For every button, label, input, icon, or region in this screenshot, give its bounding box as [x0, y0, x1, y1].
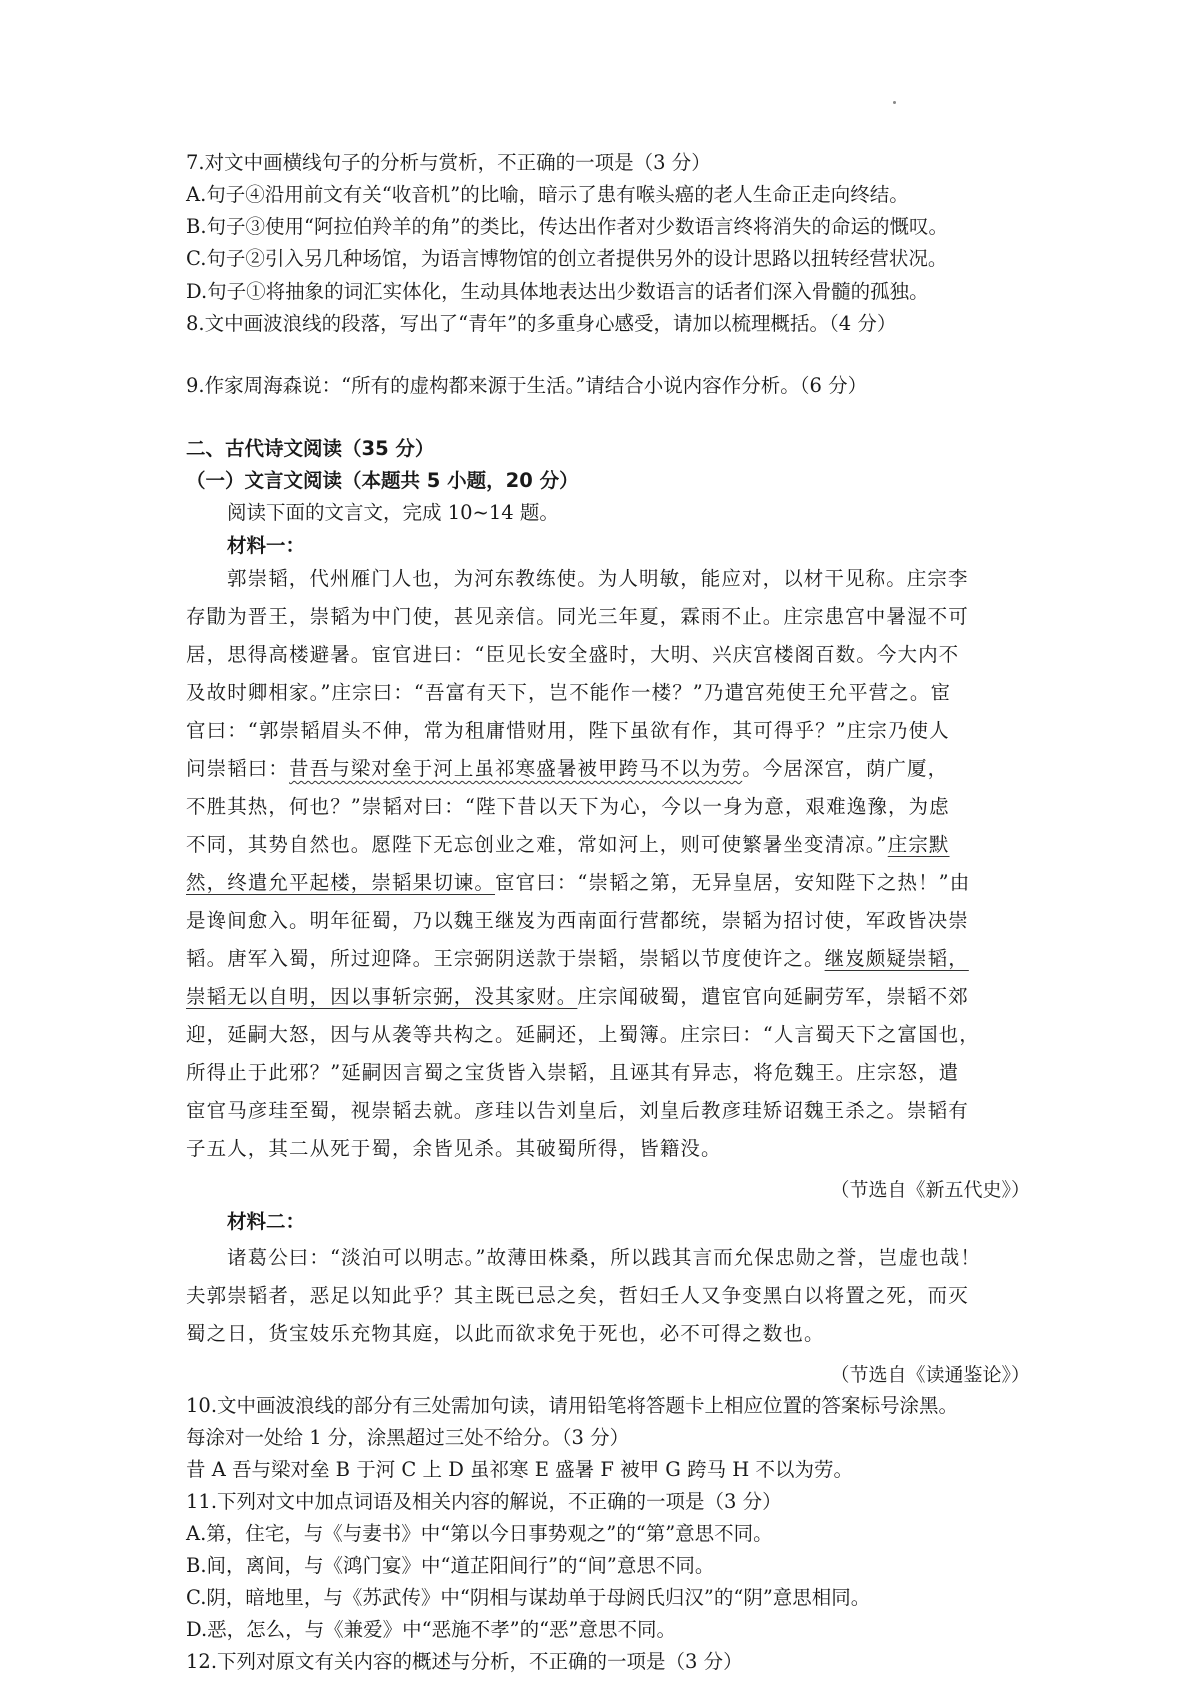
material1-text: 韬。唐军入蜀，所过迎降。王宗弼阴送款于崇韬，崇韬以节度使许之。 [186, 947, 825, 970]
reading-instruction: 阅读下面的文言文，完成 10~14 题。 [227, 501, 559, 524]
underlined-sentence: 崇韬无以自明，因以事斩宗弼，没其家财。 [186, 985, 578, 1008]
material1-line: 存勖为晋王，崇韬为中门使，甚见亲信。同光三年夏，霖雨不止。庄宗患宫中暑湿不可 [186, 605, 969, 628]
underlined-sentence: 然，终遣允平起楼，崇韬果切谏。 [186, 871, 496, 894]
q11-option-a: A.第，住宅，与《与妻书》中“第以今日事势观之”的“第”意思不同。 [186, 1522, 773, 1545]
q7-option-a: A.句子④沿用前文有关“收音机”的比喻，暗示了患有喉头癌的老人生命正走向终结。 [186, 183, 909, 206]
material1-line: 所得止于此邪？”延嗣因言蜀之宝货皆入崇韬，且诬其有异志，将危魏王。庄宗怒，遣 [186, 1061, 960, 1084]
q11-option-b: B.间，离间，与《鸿门宴》中“道芷阳间行”的“间”意思不同。 [186, 1554, 715, 1577]
q9-stem: 9.作家周海森说：“所有的虚构都来源于生活。”请结合小说内容作分析。（6 分） [186, 374, 868, 397]
material1-line: 官曰：“郭崇韬眉头不伸，常为租庸惜财用，陛下虽欲有作，其可得乎？”庄宗乃使人 [186, 719, 950, 742]
section-title: 二、古代诗文阅读（35 分） [186, 437, 435, 460]
material1-line [186, 946, 969, 972]
material2-source: （节选自《读通鉴论》） [830, 1364, 1030, 1386]
underlined-sentence: 继岌颇疑崇韬， [824, 947, 969, 970]
material2-label: 材料二： [227, 1210, 306, 1233]
q10-stem-cont: 每涂对一处给 1 分，涂黑超过三处不给分。（3 分） [186, 1426, 630, 1449]
material1-text: 不同，其势自然也。愿陛下无忘创业之难，常如河上，则可使繁暑坐变清凉。” [186, 833, 888, 856]
q7-option-c: C.句子②引入另几种场馆，为语言博物馆的创立者提供另外的设计思路以扭转经营状况。 [186, 247, 948, 270]
material1-label: 材料一： [227, 534, 306, 557]
material1-text: 。今居深宫，荫广厦， [742, 757, 949, 780]
underlined-sentence: 庄宗默 [887, 833, 950, 856]
q12-stem: 12.下列对原文有关内容的概述与分析，不正确的一项是（3 分） [186, 1650, 743, 1673]
material2-line: 诸葛公曰：“淡泊可以明志。”故薄田株桑，所以践其言而允保忠勋之誉，岂虚也哉！ [227, 1246, 981, 1269]
q7-option-b: B.句子③使用“阿拉伯羚羊的角”的类比，传达出作者对少数语言终将消失的命运的慨叹。 [186, 215, 948, 238]
material1-line: 迎，延嗣大怒，因与从袭等共构之。延嗣还，上蜀簿。庄宗曰：“人言蜀天下之富国也， [186, 1023, 980, 1046]
material1-text: 庄宗闻破蜀，遣宦官向延嗣劳军，崇韬不郊 [577, 985, 969, 1008]
q7-stem: 7.对文中画横线句子的分析与赏析，不正确的一项是（3 分） [186, 151, 711, 174]
material1-line [186, 832, 950, 858]
material1-line: 子五人，其二从死于蜀，余皆见杀。其破蜀所得，皆籍没。 [186, 1137, 722, 1160]
material1-line [186, 984, 969, 1010]
material1-line: 是谗间愈入。明年征蜀，乃以魏王继岌为西南面行营都统，崇韬为招讨使，军政皆决崇 [186, 909, 969, 932]
material1-line [186, 870, 970, 896]
material1-source: （节选自《新五代史》） [830, 1179, 1030, 1201]
material2-line: 夫郭崇韬者，恶足以知此乎？其主既已忌之矣，哲妇壬人又争变黑白以将置之死，而灭 [186, 1284, 969, 1307]
material1-line: 宦官马彦珪至蜀，视崇韬去就。彦珪以告刘皇后，刘皇后教彦珪矫诏魏王杀之。崇韬有 [186, 1099, 969, 1122]
q10-stem: 10.文中画波浪线的部分有三处需加句读，请用铅笔将答题卡上相应位置的答案标号涂黑。 [186, 1394, 959, 1417]
material1-line [186, 756, 948, 782]
material2-line: 蜀之日，货宝妓乐充物其庭，以此而欲求免于死也，必不可得之数也。 [186, 1322, 825, 1345]
q11-option-d: D.恶，怎么，与《兼爱》中“恶施不孝”的“恶”意思不同。 [186, 1618, 677, 1641]
scan-speck [893, 101, 896, 104]
q8-stem: 8.文中画波浪线的段落，写出了“青年”的多重身心感受，请加以梳理概括。（4 分） [186, 312, 897, 335]
material1-line: 不胜其热，何也？”崇韬对曰：“陛下昔以天下为心，今以一身为意，艰难逸豫，为虑 [186, 795, 950, 818]
q10-options: 昔 A 吾与梁对垒 B 于河 C 上 D 虽祁寒 E 盛暑 F 被甲 G 跨马 H 不以为劳。 [186, 1458, 853, 1481]
q11-option-c: C.阴，暗地里，与《苏武传》中“阴相与谋劫单于母阏氏归汉”的“阴”意思相同。 [186, 1586, 871, 1609]
material1-line: 及故时卿相家。”庄宗曰：“吾富有天下，岂不能作一楼？”乃遣宫苑使王允平营之。宦 [186, 681, 952, 704]
q11-stem: 11.下列对文中加点词语及相关内容的解说，不正确的一项是（3 分） [186, 1490, 782, 1513]
wavy-underlined-sentence: 昔吾与梁对垒于河上虽祁寒盛暑被甲跨马不以为劳 [289, 757, 743, 780]
subsection-title: （一）文言文阅读（本题共 5 小题，20 分） [186, 469, 579, 492]
material1-text: 宦官曰：“崇韬之第，无异皇居，安知陛下之热！”由 [495, 871, 971, 894]
q7-option-d: D.句子①将抽象的词汇实体化，生动具体地表达出少数语言的话者们深入骨髓的孤独。 [186, 280, 929, 303]
material1-line: 居，思得高楼避暑。宦官进曰：“臣见长安全盛时，大明、兴庆宫楼阁百数。今大内不 [186, 643, 960, 666]
material1-line: 郭崇韬，代州雁门人也，为河东教练使。为人明敏，能应对，以材干见称。庄宗李 [227, 567, 969, 590]
material1-text: 问崇韬曰： [186, 757, 290, 780]
